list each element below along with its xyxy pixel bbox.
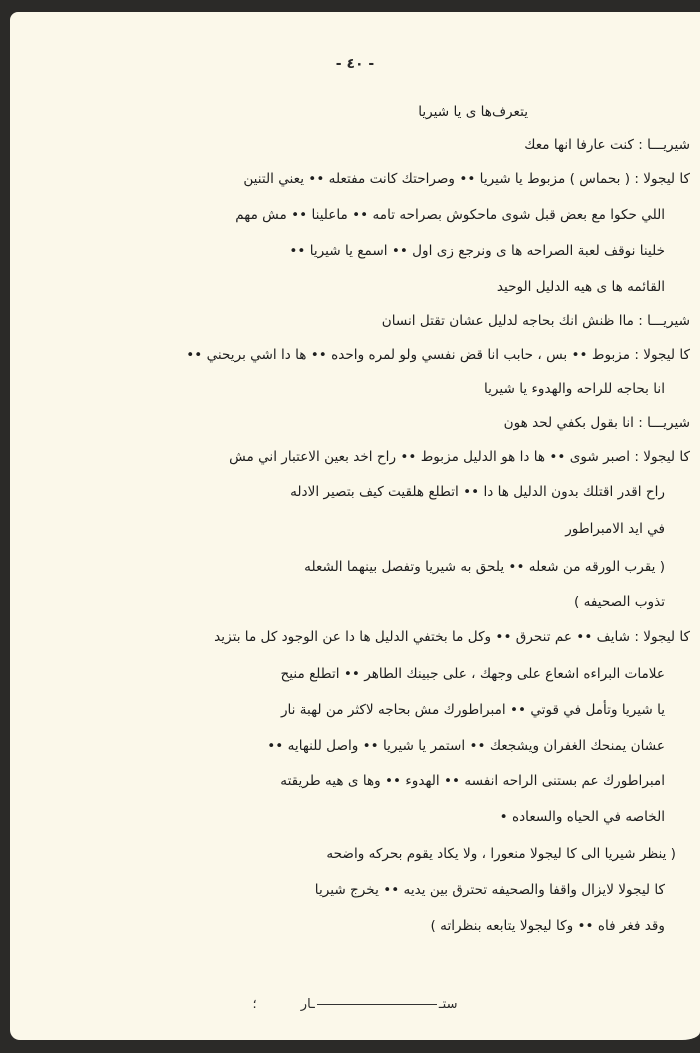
dialogue-line-caligula: كا ليجولا : ( بحماس ) مزبوط يا شيريا •• وصراحتك كانت مفتعله •• يعني التنين (243, 171, 690, 187)
stage-direction-line: كا ليجولا لايزال واقفا والصحيفه تحترق بين يديه •• يخرج شيريا (314, 882, 665, 898)
stage-direction-line: وقد فغر فاه •• وكا ليجولا يتابعه بنظراته ) (430, 918, 665, 934)
document-page (10, 12, 700, 1040)
dialogue-continuation: يا شيريا وتأمل في قوتي •• امبراطورك مش بحاجه لاكثر من لهبة نار (280, 702, 665, 718)
dialogue-line-shiria: شيريـــا : كنت عارفا انها معك (524, 137, 690, 153)
footer-start: ستـ (438, 997, 458, 1012)
dialogue-continuation: امبراطورك عم بستنى الراحه انفسه •• الهدوء •• وها ى هيه طريقته (280, 773, 665, 789)
footer-mark: ؛ (252, 997, 257, 1012)
dialogue-continuation: راح اقدر اقتلك بدون الدليل ها دا •• اتطلع هلقيت كيف بتصير الادله (290, 484, 665, 500)
dialogue-continuation: علامات البراءه اشعاع على وجهك ، على جبينك الطاهر •• اتطلع منيح (280, 666, 665, 682)
stage-direction-line: تذوب الصحيفه ) (574, 594, 665, 610)
dialogue-line-caligula: كا ليجولا : مزبوط •• بس ، حابب انا قض نفسي ولو لمره واحده •• ها دا اشي بريحني •• (186, 347, 690, 363)
footer-end: ـار (300, 997, 315, 1012)
dialogue-line-shiria: شيريـــا : انا بقول بكفي لحد هون (503, 415, 690, 431)
dialogue-line-caligula: كا ليجولا : اصبر شوى •• ها دا هو الدليل مزبوط •• راح اخد بعين الاعتبار اني مش (229, 449, 690, 465)
dialogue-continuation: في ايد الامبراطور (565, 521, 665, 537)
dialogue-continuation: خلينا نوقف لعبة الصراحه ها ى ونرجع زى اول •• اسمع يا شيريا •• (289, 243, 665, 259)
dialogue-continuation: اللي حكوا مع بعض قبل شوى ماحكوش بصراحه تامه •• ماعلينا •• مش مهم (235, 207, 665, 223)
footer-rule (317, 1004, 437, 1005)
dialogue-line-caligula: كا ليجولا : شايف •• عم تنحرق •• وكل ما بختفي الدليل ها دا عن الوجود كل ما بتزيد (214, 629, 690, 645)
page-number: - ٤٠ - (335, 56, 375, 72)
dialogue-continuation: القائمه ها ى هيه الدليل الوحيد (496, 279, 665, 295)
dialogue-continuation: الخاصه في الحياه والسعاده • (499, 809, 665, 825)
dialogue-continuation: عشان يمنحك الغفران ويشجعك •• استمر يا شيريا •• واصل للنهايه •• (267, 738, 665, 754)
stage-direction-line: ( ينظر شيريا الى كا ليجولا منعورا ، ولا يكاد يقوم بحركه واضحه (326, 846, 676, 862)
stage-direction-line: يتعرف‌ها ى يا شيريا (418, 104, 528, 120)
dialogue-continuation: انا بحاجه للراحه والهدوء يا شيريا (484, 381, 665, 397)
continuation-footer (10, 997, 700, 1012)
stage-direction-line: ( يقرب الورقه من شعله •• يلحق به شيريا وتفصل بينهما الشعله (304, 559, 665, 575)
dialogue-line-shiria: شيريـــا : ماا ظنش انك بحاجه لدليل عشان تقتل انسان (381, 313, 690, 329)
